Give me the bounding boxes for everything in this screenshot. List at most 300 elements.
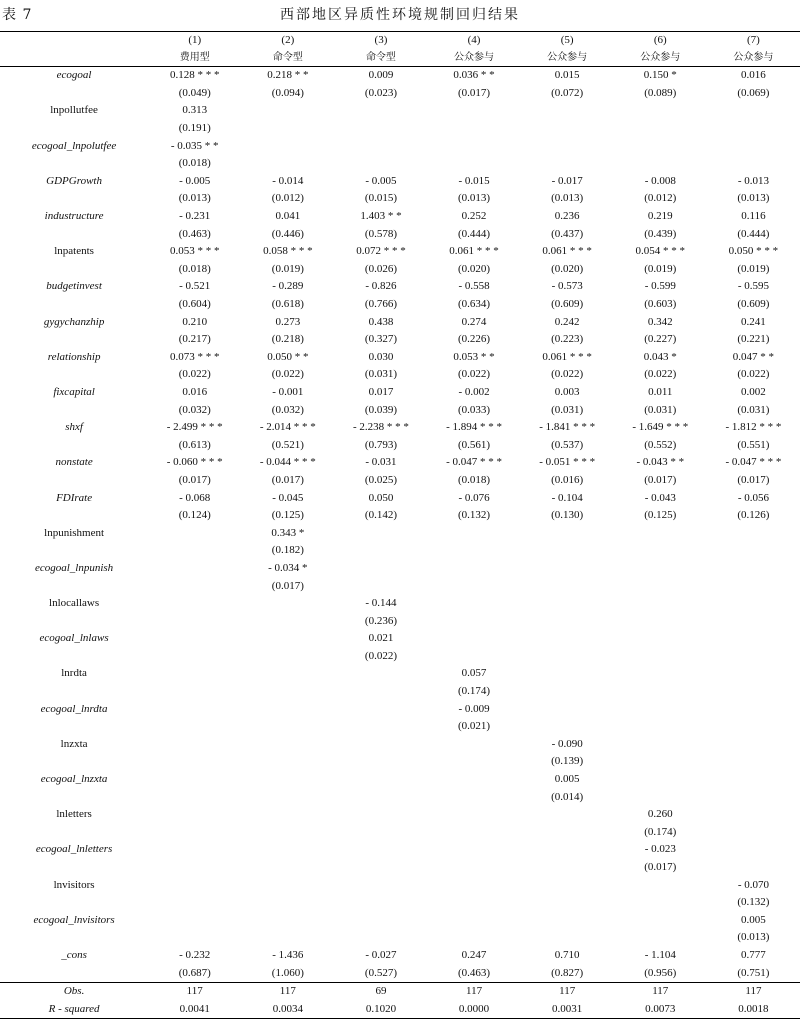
standard-error-cell: (0.031): [364, 368, 397, 381]
coefficient-cell: [241, 665, 334, 683]
standard-error-cell: [334, 753, 427, 771]
standard-error-cell: [614, 542, 707, 560]
coefficient-cell: [334, 806, 427, 824]
standard-error-cell: [334, 683, 427, 701]
standard-error-cell: (0.139): [551, 755, 584, 768]
coefficient-row: [0, 806, 800, 824]
coefficient-cell: 0.313: [182, 104, 208, 117]
standard-error-cell: (0.191): [178, 122, 211, 135]
standard-error-cell: [428, 577, 521, 595]
standard-error-cell: (0.013): [737, 192, 770, 205]
standard-error-cell: (0.132): [458, 509, 491, 522]
standard-error-cell: (0.125): [644, 509, 677, 522]
coefficient-cell: 0.073 * * *: [169, 350, 220, 363]
header-blank-cell: [0, 32, 148, 50]
standard-error-cell: (0.013): [458, 192, 491, 205]
coefficient-cell: - 0.044 * * *: [259, 456, 316, 469]
standard-error-cell: [428, 824, 521, 842]
coefficient-cell: [428, 137, 521, 155]
standard-error-cell: (0.124): [178, 509, 211, 522]
coefficient-cell: 0.054 * * *: [635, 245, 686, 258]
standard-error-cell: (0.521): [271, 438, 304, 451]
standard-error-cell: [241, 612, 334, 630]
blank-cell: [0, 120, 148, 138]
summary-value: 117: [707, 982, 800, 1000]
coefficient-row: [0, 665, 800, 683]
blank-cell: [0, 859, 148, 877]
coefficient-cell: [428, 102, 521, 120]
coefficient-cell: [428, 912, 521, 930]
column-type: 命令型: [334, 49, 427, 67]
coefficient-cell: [707, 841, 800, 859]
standard-error-cell: [148, 859, 241, 877]
coefficient-cell: - 0.001: [272, 385, 304, 398]
summary-value: 0.1020: [365, 1002, 397, 1015]
coefficient-cell: 0.061 * * *: [542, 245, 592, 258]
coefficient-cell: - 0.008: [644, 174, 676, 187]
coefficient-cell: [241, 700, 334, 718]
standard-error-cell: (0.013): [178, 192, 211, 205]
standard-error-cell: (0.018): [458, 473, 491, 486]
standard-error-cell: [521, 894, 614, 912]
column-number-row: [0, 32, 800, 50]
coefficient-cell: [428, 524, 521, 542]
variable-name: lnrdta: [61, 667, 87, 680]
variable-name: lnpunishment: [44, 526, 105, 539]
standard-error-cell: [614, 577, 707, 595]
standard-error-cell: [521, 120, 614, 138]
coefficient-cell: 0.710: [554, 948, 580, 961]
regression-table: [0, 31, 800, 1019]
coefficient-cell: - 0.002: [458, 385, 490, 398]
coefficient-cell: [521, 630, 614, 648]
column-number: (7): [747, 34, 760, 46]
coefficient-cell: [428, 841, 521, 859]
standard-error-cell: [614, 718, 707, 736]
standard-error-cell: (0.956): [644, 966, 677, 979]
summary-value: 117: [521, 982, 614, 1000]
standard-error-cell: (0.603): [644, 298, 677, 311]
coefficient-cell: - 2.499 * * *: [166, 421, 223, 434]
coefficient-cell: [334, 912, 427, 930]
coefficient-cell: [334, 876, 427, 894]
coefficient-cell: [614, 700, 707, 718]
coefficient-row: [0, 243, 800, 261]
standard-error-cell: (0.827): [551, 966, 584, 979]
standard-error-cell: (0.174): [644, 825, 677, 838]
coefficient-cell: 0.005: [554, 773, 580, 786]
coefficient-cell: - 0.068: [179, 491, 211, 504]
standard-error-cell: (0.014): [551, 790, 584, 803]
coefficient-row: [0, 876, 800, 894]
column-number: (1): [188, 34, 202, 46]
coefficient-cell: - 0.043 * *: [636, 456, 685, 469]
standard-error-cell: [707, 788, 800, 806]
standard-error-cell: [334, 859, 427, 877]
standard-error-row: [0, 120, 800, 138]
blank-cell: [0, 612, 148, 630]
coefficient-cell: 0.015: [554, 69, 580, 82]
column-type: 公众参与: [428, 49, 521, 67]
blank-cell: [0, 472, 148, 490]
blank-cell: [0, 366, 148, 384]
standard-error-cell: (0.072): [551, 86, 584, 99]
standard-error-cell: [334, 577, 427, 595]
coefficient-row: [0, 595, 800, 613]
summary-label: R - squared: [48, 1002, 100, 1015]
standard-error-cell: [428, 753, 521, 771]
variable-name: budgetinvest: [46, 280, 102, 293]
standard-error-cell: [707, 718, 800, 736]
coefficient-cell: - 0.090: [551, 737, 583, 750]
coefficient-cell: [241, 102, 334, 120]
standard-error-cell: (0.766): [364, 298, 397, 311]
variable-name: lnpatents: [54, 245, 94, 258]
coefficient-cell: [148, 595, 241, 613]
coefficient-cell: [614, 771, 707, 789]
coefficient-cell: [428, 595, 521, 613]
standard-error-cell: [707, 859, 800, 877]
coefficient-cell: [334, 137, 427, 155]
coefficient-cell: 0.150 *: [643, 69, 677, 82]
standard-error-cell: (0.033): [458, 403, 491, 416]
blank-cell: [0, 894, 148, 912]
column-type: 公众参与: [521, 49, 614, 67]
variable-name: industructure: [44, 210, 104, 223]
blank-cell: [0, 155, 148, 173]
summary-value: 69: [334, 982, 427, 1000]
variable-name: lnvisitors: [53, 878, 95, 891]
coefficient-cell: 0.057: [461, 667, 487, 680]
standard-error-cell: (0.751): [737, 966, 770, 979]
coefficient-cell: - 1.894 * * *: [446, 421, 503, 434]
summary-value: 0.0000: [458, 1002, 490, 1015]
coefficient-cell: - 0.023: [644, 843, 676, 856]
standard-error-row: [0, 542, 800, 560]
coefficient-cell: - 0.031: [365, 456, 397, 469]
standard-error-cell: [241, 155, 334, 173]
standard-error-cell: (0.327): [364, 333, 397, 346]
coefficient-cell: [521, 700, 614, 718]
standard-error-cell: [148, 894, 241, 912]
coefficient-cell: - 0.232: [179, 948, 211, 961]
standard-error-cell: (0.017): [271, 473, 304, 486]
coefficient-cell: [148, 876, 241, 894]
coefficient-cell: [614, 630, 707, 648]
blank-cell: [0, 225, 148, 243]
blank-cell: [0, 261, 148, 279]
standard-error-cell: (0.174): [458, 685, 491, 698]
standard-error-cell: [241, 683, 334, 701]
standard-error-cell: [148, 824, 241, 842]
column-number: (5): [560, 34, 574, 46]
coefficient-cell: - 1.812 * * *: [725, 421, 782, 434]
standard-error-cell: (0.439): [644, 227, 677, 240]
coefficient-cell: [334, 700, 427, 718]
coefficient-cell: 0.219: [647, 210, 673, 223]
coefficient-cell: [614, 876, 707, 894]
coefficient-cell: [428, 876, 521, 894]
coefficient-cell: [148, 841, 241, 859]
coefficient-cell: - 0.104: [551, 491, 583, 504]
standard-error-cell: (0.227): [644, 333, 677, 346]
variable-name: GDPGrowth: [46, 174, 102, 187]
table-caption: [0, 4, 800, 26]
standard-error-cell: (0.025): [364, 473, 397, 486]
standard-error-cell: (0.444): [737, 227, 770, 240]
coefficient-cell: [148, 524, 241, 542]
coefficient-cell: [521, 912, 614, 930]
column-type: 公众参与: [707, 49, 800, 67]
standard-error-cell: [241, 894, 334, 912]
standard-error-cell: [614, 155, 707, 173]
coefficient-cell: [614, 560, 707, 578]
coefficient-cell: [241, 771, 334, 789]
standard-error-cell: [521, 648, 614, 666]
summary-value: 0.0073: [645, 1002, 676, 1015]
standard-error-cell: [148, 612, 241, 630]
standard-error-cell: [334, 120, 427, 138]
standard-error-cell: (0.017): [178, 473, 211, 486]
standard-error-cell: [334, 824, 427, 842]
blank-cell: [0, 436, 148, 454]
standard-error-cell: (0.018): [178, 262, 211, 275]
coefficient-row: [0, 278, 800, 296]
standard-error-cell: (0.019): [271, 262, 304, 275]
standard-error-cell: [521, 929, 614, 947]
standard-error-cell: [707, 577, 800, 595]
standard-error-cell: [428, 894, 521, 912]
standard-error-row: [0, 788, 800, 806]
column-number: (6): [653, 34, 667, 46]
blank-cell: [0, 577, 148, 595]
coefficient-row: [0, 630, 800, 648]
coefficient-cell: [614, 665, 707, 683]
standard-error-cell: (0.022): [364, 649, 397, 662]
standard-error-cell: (0.031): [737, 403, 770, 416]
standard-error-cell: (0.022): [178, 368, 211, 381]
summary-label: Obs.: [0, 982, 148, 1000]
coefficient-cell: - 0.573: [551, 280, 583, 293]
coefficient-cell: 0.002: [741, 385, 766, 398]
standard-error-cell: (0.609): [551, 298, 584, 311]
coefficient-cell: - 0.047 * * *: [725, 456, 782, 469]
coefficient-row: [0, 947, 800, 965]
standard-error-cell: (0.552): [644, 438, 677, 451]
standard-error-cell: (0.446): [271, 227, 304, 240]
standard-error-cell: (0.618): [271, 298, 304, 311]
standard-error-cell: [707, 120, 800, 138]
standard-error-cell: [241, 824, 334, 842]
standard-error-cell: (0.551): [737, 438, 770, 451]
coefficient-cell: 0.053 * *: [453, 350, 495, 363]
coefficient-cell: - 0.047 * * *: [446, 456, 503, 469]
coefficient-cell: [334, 560, 427, 578]
coefficient-cell: - 0.076: [458, 491, 490, 504]
coefficient-cell: [334, 665, 427, 683]
coefficient-cell: - 0.005: [365, 174, 397, 187]
summary-value: 117: [614, 982, 707, 1000]
standard-error-cell: (0.218): [271, 333, 304, 346]
coefficient-cell: [521, 560, 614, 578]
standard-error-cell: [428, 612, 521, 630]
coefficient-cell: 0.274: [461, 315, 487, 328]
coefficient-cell: 0.236: [554, 210, 580, 223]
standard-error-cell: (0.013): [551, 192, 584, 205]
blank-cell: [0, 718, 148, 736]
coefficient-cell: 0.011: [648, 385, 673, 398]
coefficient-cell: [148, 560, 241, 578]
coefficient-cell: [334, 771, 427, 789]
standard-error-cell: (0.089): [644, 86, 677, 99]
standard-error-row: [0, 753, 800, 771]
standard-error-cell: (0.578): [364, 227, 397, 240]
coefficient-cell: 0.016: [182, 385, 208, 398]
standard-error-cell: [334, 155, 427, 173]
standard-error-cell: [614, 894, 707, 912]
coefficient-cell: 0.053 * * *: [169, 245, 220, 258]
coefficient-cell: [241, 841, 334, 859]
coefficient-cell: [707, 665, 800, 683]
coefficient-cell: 0.058 * * *: [263, 245, 313, 258]
standard-error-cell: [148, 683, 241, 701]
standard-error-cell: [428, 120, 521, 138]
coefficient-cell: [521, 841, 614, 859]
coefficient-row: [0, 560, 800, 578]
variable-name: ecogoal_lnlaws: [39, 632, 109, 645]
coefficient-row: [0, 349, 800, 367]
standard-error-cell: (0.015): [364, 192, 397, 205]
coefficient-cell: - 0.045: [272, 491, 304, 504]
standard-error-cell: (0.013): [737, 931, 770, 944]
blank-cell: [0, 788, 148, 806]
variable-name: ecogoal_lnpolutfee: [31, 139, 117, 152]
coefficient-cell: - 0.014: [272, 174, 304, 187]
coefficient-cell: [148, 912, 241, 930]
coefficient-cell: [614, 595, 707, 613]
coefficient-cell: 0.116: [741, 210, 766, 223]
standard-error-cell: [148, 648, 241, 666]
coefficient-cell: [521, 102, 614, 120]
coefficient-row: [0, 102, 800, 120]
standard-error-cell: [334, 718, 427, 736]
table-body: [0, 67, 800, 1019]
coefficient-cell: - 0.051 * * *: [539, 456, 596, 469]
standard-error-cell: [148, 577, 241, 595]
coefficient-cell: - 0.599: [644, 280, 676, 293]
standard-error-cell: [707, 612, 800, 630]
coefficient-cell: 0.047 * *: [732, 350, 775, 363]
coefficient-cell: [521, 595, 614, 613]
coefficient-cell: [334, 102, 427, 120]
coefficient-cell: [241, 137, 334, 155]
coefficient-cell: - 0.070: [737, 878, 769, 891]
standard-error-cell: (0.687): [178, 966, 211, 979]
standard-error-row: [0, 225, 800, 243]
coefficient-cell: [241, 912, 334, 930]
standard-error-cell: [614, 612, 707, 630]
coefficient-cell: - 0.826: [365, 280, 397, 293]
standard-error-cell: (0.012): [644, 192, 677, 205]
coefficient-cell: 0.017: [368, 385, 394, 398]
coefficient-cell: - 1.649 * * *: [632, 421, 689, 434]
coefficient-row: [0, 137, 800, 155]
coefficient-cell: - 0.521: [179, 280, 211, 293]
standard-error-row: [0, 436, 800, 454]
standard-error-cell: [241, 648, 334, 666]
standard-error-cell: [614, 929, 707, 947]
coefficient-row: [0, 67, 800, 85]
standard-error-cell: [148, 718, 241, 736]
coefficient-cell: - 1.436: [272, 948, 304, 961]
standard-error-cell: (0.017): [737, 473, 770, 486]
variable-name: ecogoal_lnpunish: [34, 561, 114, 574]
variable-name: lnzxta: [60, 737, 88, 750]
coefficient-cell: 1.403 * *: [360, 210, 402, 223]
blank-cell: [0, 753, 148, 771]
coefficient-cell: 0.021: [368, 632, 394, 645]
standard-error-cell: [521, 612, 614, 630]
standard-error-cell: [614, 683, 707, 701]
coefficient-cell: 0.005: [741, 913, 766, 926]
standard-error-cell: [521, 718, 614, 736]
standard-error-cell: [428, 929, 521, 947]
coefficient-cell: 0.050 * * *: [728, 245, 779, 258]
blank-cell: [0, 542, 148, 560]
coefficient-cell: [614, 102, 707, 120]
coefficient-row: [0, 736, 800, 754]
coefficient-cell: [428, 560, 521, 578]
coefficient-row: [0, 700, 800, 718]
standard-error-cell: (1.060): [271, 966, 304, 979]
standard-error-cell: (0.527): [364, 966, 397, 979]
standard-error-row: [0, 718, 800, 736]
coefficient-cell: [428, 630, 521, 648]
standard-error-cell: (0.793): [364, 438, 397, 451]
standard-error-cell: (0.463): [178, 227, 211, 240]
standard-error-cell: [428, 788, 521, 806]
standard-error-cell: (0.019): [644, 262, 677, 275]
column-type-row: [0, 49, 800, 67]
standard-error-cell: (0.032): [178, 403, 211, 416]
standard-error-cell: (0.031): [644, 403, 677, 416]
standard-error-row: [0, 824, 800, 842]
standard-error-cell: [707, 683, 800, 701]
standard-error-cell: (0.537): [551, 438, 584, 451]
standard-error-cell: (0.236): [364, 614, 397, 627]
standard-error-row: [0, 190, 800, 208]
standard-error-cell: [334, 542, 427, 560]
standard-error-cell: [428, 542, 521, 560]
standard-error-cell: [148, 753, 241, 771]
variable-name: ecogoal_lnrdta: [40, 702, 108, 715]
standard-error-cell: (0.049): [178, 86, 211, 99]
coefficient-cell: [148, 771, 241, 789]
variable-name: fixcapital: [53, 385, 95, 398]
coefficient-cell: [614, 524, 707, 542]
standard-error-row: [0, 261, 800, 279]
standard-error-cell: [428, 648, 521, 666]
blank-cell: [0, 85, 148, 103]
standard-error-cell: (0.022): [737, 368, 770, 381]
standard-error-cell: [241, 788, 334, 806]
standard-error-row: [0, 683, 800, 701]
coefficient-row: [0, 208, 800, 226]
standard-error-cell: (0.125): [271, 509, 304, 522]
standard-error-cell: (0.182): [271, 544, 304, 557]
coefficient-cell: [334, 841, 427, 859]
coefficient-cell: 0.342: [647, 315, 673, 328]
